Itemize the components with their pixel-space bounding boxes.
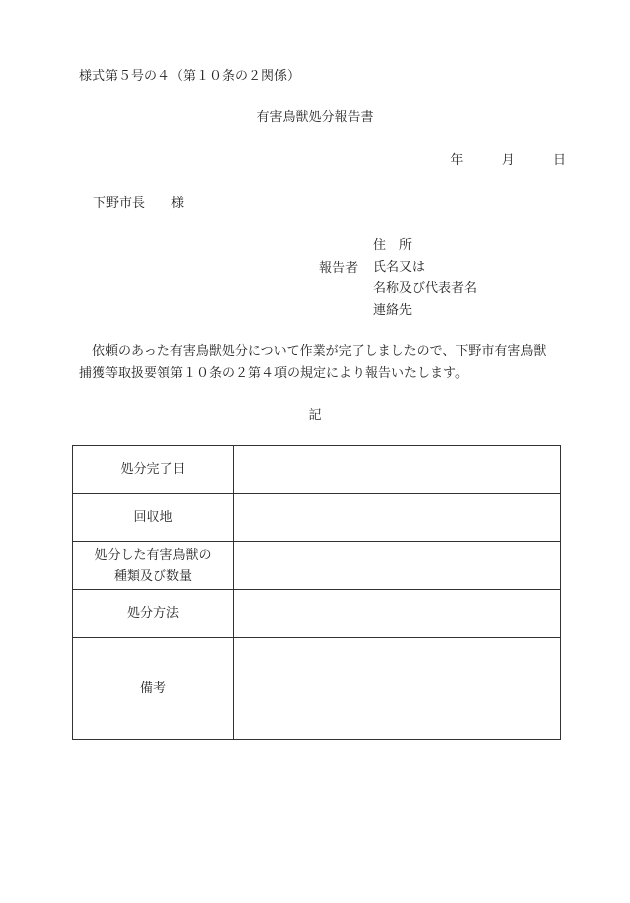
addressee: 下野市長 様 (93, 196, 185, 211)
row-value-disposal-method[interactable] (234, 590, 561, 638)
row-value-collection-site[interactable] (234, 494, 561, 542)
row-label-disposal-method: 処分方法 (73, 590, 234, 638)
reporter-address-label: 住 所 (373, 238, 413, 253)
row-label-collection-site: 回収地 (73, 494, 234, 542)
report-table (72, 445, 561, 740)
document-title: 有害鳥獣処分報告書 (256, 110, 374, 125)
row-value-completion-date[interactable] (234, 446, 561, 494)
row-value-remarks[interactable] (234, 638, 561, 740)
table-row (73, 494, 561, 542)
date-day: 日 (552, 153, 566, 168)
reporter-label: 報告者 (319, 261, 359, 276)
row-label-completion-date: 処分完了日 (73, 446, 234, 494)
row-label-species-quantity (73, 542, 234, 590)
date-year: 年 (450, 153, 464, 168)
reporter-representative-label: 名称及び代表者名 (373, 281, 478, 296)
body-text: 依頼のあった有害鳥獣処分について作業が完了しましたので、下野市有害鳥獣捕獲等取扱要領第１０条の２第４項の規定により報告いたします。 (79, 344, 547, 381)
form-number: 様式第５号の４（第１０条の２関係） (79, 69, 301, 84)
table-row (73, 446, 561, 494)
table-row (73, 542, 561, 590)
reporter-name-label: 氏名又は (373, 259, 426, 275)
table-row (73, 590, 561, 638)
reporter-fields (373, 235, 477, 321)
date-month: 月 (501, 153, 515, 168)
ki-heading: 記 (308, 408, 322, 423)
reporter-contact-label: 連絡先 (373, 302, 413, 318)
species-quantity-label: 処分した有害鳥獣の種類及び数量 (94, 547, 212, 584)
table-row (73, 638, 561, 740)
row-label-remarks: 備考 (73, 638, 234, 740)
date-line (450, 149, 566, 168)
row-value-species-quantity[interactable] (234, 542, 561, 590)
